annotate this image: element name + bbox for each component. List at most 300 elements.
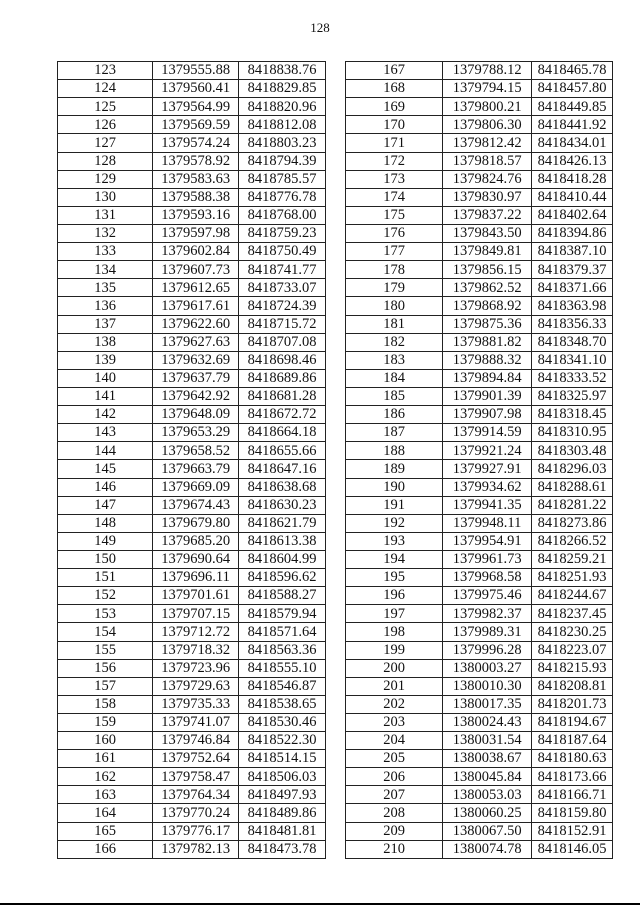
point-number-cell: 206: [346, 768, 443, 786]
x-coordinate-cell: 1380045.84: [443, 768, 532, 786]
table-row: [346, 460, 613, 478]
y-coordinate-cell: 8418230.25: [532, 623, 613, 641]
x-coordinate-cell: 1379770.24: [153, 804, 239, 822]
y-coordinate-cell: 8418621.79: [239, 514, 326, 532]
x-coordinate-cell: 1379806.30: [443, 116, 532, 134]
y-coordinate-cell: 8418208.81: [532, 677, 613, 695]
y-coordinate-cell: 8418387.10: [532, 243, 613, 261]
point-number-cell: 139: [58, 351, 153, 369]
point-number-cell: 172: [346, 152, 443, 170]
x-coordinate-cell: 1379948.11: [443, 514, 532, 532]
y-coordinate-cell: 8418152.91: [532, 822, 613, 840]
x-coordinate-cell: 1379723.96: [153, 659, 239, 677]
point-number-cell: 152: [58, 587, 153, 605]
y-coordinate-cell: 8418481.81: [239, 822, 326, 840]
table-row: [346, 623, 613, 641]
table-row: [346, 62, 613, 80]
table-row: [58, 62, 326, 80]
table-row: [58, 496, 326, 514]
point-number-cell: 175: [346, 206, 443, 224]
y-coordinate-cell: 8418820.96: [239, 98, 326, 116]
table-row: [346, 424, 613, 442]
y-coordinate-cell: 8418698.46: [239, 351, 326, 369]
table-row: [58, 152, 326, 170]
y-coordinate-cell: 8418724.39: [239, 297, 326, 315]
table-row: [58, 532, 326, 550]
table-row: [346, 188, 613, 206]
point-number-cell: 150: [58, 550, 153, 568]
x-coordinate-cell: 1379607.73: [153, 261, 239, 279]
x-coordinate-cell: 1379788.12: [443, 62, 532, 80]
y-coordinate-cell: 8418259.21: [532, 550, 613, 568]
x-coordinate-cell: 1379752.64: [153, 750, 239, 768]
y-coordinate-cell: 8418838.76: [239, 62, 326, 80]
point-number-cell: 201: [346, 677, 443, 695]
y-coordinate-cell: 8418689.86: [239, 369, 326, 387]
table-row: [346, 261, 613, 279]
x-coordinate-cell: 1379574.24: [153, 134, 239, 152]
y-coordinate-cell: 8418173.66: [532, 768, 613, 786]
point-number-cell: 200: [346, 659, 443, 677]
x-coordinate-cell: 1379982.37: [443, 605, 532, 623]
point-number-cell: 177: [346, 243, 443, 261]
y-coordinate-cell: 8418647.16: [239, 460, 326, 478]
page-number: 128: [310, 20, 330, 35]
point-number-cell: 156: [58, 659, 153, 677]
point-number-cell: 173: [346, 170, 443, 188]
point-number-cell: 209: [346, 822, 443, 840]
x-coordinate-cell: 1379975.46: [443, 587, 532, 605]
x-coordinate-cell: 1379564.99: [153, 98, 239, 116]
x-coordinate-cell: 1379996.28: [443, 641, 532, 659]
y-coordinate-cell: 8418418.28: [532, 170, 613, 188]
x-coordinate-cell: 1379812.42: [443, 134, 532, 152]
table-row: [346, 786, 613, 804]
table-row: [346, 116, 613, 134]
table-row: [58, 460, 326, 478]
table-row: [346, 659, 613, 677]
point-number-cell: 124: [58, 80, 153, 98]
x-coordinate-cell: 1379782.13: [153, 840, 239, 858]
y-coordinate-cell: 8418402.64: [532, 206, 613, 224]
table-row: [58, 243, 326, 261]
point-number-cell: 161: [58, 750, 153, 768]
y-coordinate-cell: 8418506.03: [239, 768, 326, 786]
table-row: [58, 514, 326, 532]
x-coordinate-cell: 1379741.07: [153, 713, 239, 731]
point-number-cell: 189: [346, 460, 443, 478]
table-row: [58, 261, 326, 279]
point-number-cell: 148: [58, 514, 153, 532]
point-number-cell: 170: [346, 116, 443, 134]
point-number-cell: 195: [346, 569, 443, 587]
y-coordinate-cell: 8418341.10: [532, 351, 613, 369]
y-coordinate-cell: 8418457.80: [532, 80, 613, 98]
x-coordinate-cell: 1379818.57: [443, 152, 532, 170]
x-coordinate-cell: 1379701.61: [153, 587, 239, 605]
point-number-cell: 210: [346, 840, 443, 858]
coordinates-table-right: [345, 61, 613, 859]
y-coordinate-cell: 8418514.15: [239, 750, 326, 768]
point-number-cell: 162: [58, 768, 153, 786]
table-row: [58, 188, 326, 206]
table-row: [58, 351, 326, 369]
x-coordinate-cell: 1379690.64: [153, 550, 239, 568]
y-coordinate-cell: 8418379.37: [532, 261, 613, 279]
x-coordinate-cell: 1380031.54: [443, 732, 532, 750]
x-coordinate-cell: 1379794.15: [443, 80, 532, 98]
point-number-cell: 181: [346, 315, 443, 333]
point-number-cell: 134: [58, 261, 153, 279]
x-coordinate-cell: 1379758.47: [153, 768, 239, 786]
y-coordinate-cell: 8418363.98: [532, 297, 613, 315]
y-coordinate-cell: 8418741.77: [239, 261, 326, 279]
table-row: [346, 243, 613, 261]
y-coordinate-cell: 8418829.85: [239, 80, 326, 98]
point-number-cell: 190: [346, 478, 443, 496]
table-row: [346, 206, 613, 224]
y-coordinate-cell: 8418187.64: [532, 732, 613, 750]
point-number-cell: 184: [346, 369, 443, 387]
table-row: [346, 822, 613, 840]
table-row: [58, 478, 326, 496]
table-row: [346, 80, 613, 98]
point-number-cell: 140: [58, 369, 153, 387]
y-coordinate-cell: 8418776.78: [239, 188, 326, 206]
table-row: [58, 315, 326, 333]
table-row: [346, 224, 613, 242]
x-coordinate-cell: 1379674.43: [153, 496, 239, 514]
table-row: [58, 804, 326, 822]
x-coordinate-cell: 1379679.80: [153, 514, 239, 532]
x-coordinate-cell: 1380053.03: [443, 786, 532, 804]
x-coordinate-cell: 1379901.39: [443, 387, 532, 405]
y-coordinate-cell: 8418251.93: [532, 569, 613, 587]
x-coordinate-cell: 1380060.25: [443, 804, 532, 822]
point-number-cell: 123: [58, 62, 153, 80]
point-number-cell: 168: [346, 80, 443, 98]
x-coordinate-cell: 1379593.16: [153, 206, 239, 224]
table-row: [58, 623, 326, 641]
x-coordinate-cell: 1379602.84: [153, 243, 239, 261]
table-row: [58, 134, 326, 152]
y-coordinate-cell: 8418434.01: [532, 134, 613, 152]
x-coordinate-cell: 1379669.09: [153, 478, 239, 496]
y-coordinate-cell: 8418194.67: [532, 713, 613, 731]
table-row: [346, 279, 613, 297]
table-row: [58, 333, 326, 351]
y-coordinate-cell: 8418281.22: [532, 496, 613, 514]
point-number-cell: 136: [58, 297, 153, 315]
x-coordinate-cell: 1380038.67: [443, 750, 532, 768]
point-number-cell: 138: [58, 333, 153, 351]
x-coordinate-cell: 1380017.35: [443, 695, 532, 713]
point-number-cell: 169: [346, 98, 443, 116]
y-coordinate-cell: 8418266.52: [532, 532, 613, 550]
point-number-cell: 187: [346, 424, 443, 442]
table-row: [346, 134, 613, 152]
y-coordinate-cell: 8418750.49: [239, 243, 326, 261]
y-coordinate-cell: 8418288.61: [532, 478, 613, 496]
x-coordinate-cell: 1379934.62: [443, 478, 532, 496]
y-coordinate-cell: 8418333.52: [532, 369, 613, 387]
y-coordinate-cell: 8418794.39: [239, 152, 326, 170]
y-coordinate-cell: 8418441.92: [532, 116, 613, 134]
y-coordinate-cell: 8418715.72: [239, 315, 326, 333]
y-coordinate-cell: 8418473.78: [239, 840, 326, 858]
point-number-cell: 197: [346, 605, 443, 623]
y-coordinate-cell: 8418310.95: [532, 424, 613, 442]
table-row: [346, 514, 613, 532]
x-coordinate-cell: 1379989.31: [443, 623, 532, 641]
y-coordinate-cell: 8418555.10: [239, 659, 326, 677]
y-coordinate-cell: 8418538.65: [239, 695, 326, 713]
y-coordinate-cell: 8418638.68: [239, 478, 326, 496]
x-coordinate-cell: 1379612.65: [153, 279, 239, 297]
table-row: [58, 732, 326, 750]
point-number-cell: 128: [58, 152, 153, 170]
x-coordinate-cell: 1379653.29: [153, 424, 239, 442]
point-number-cell: 202: [346, 695, 443, 713]
x-coordinate-cell: 1379968.58: [443, 569, 532, 587]
y-coordinate-cell: 8418410.44: [532, 188, 613, 206]
y-coordinate-cell: 8418201.73: [532, 695, 613, 713]
table-row: [58, 206, 326, 224]
table-row: [58, 840, 326, 858]
table-row: [58, 587, 326, 605]
y-coordinate-cell: 8418325.97: [532, 387, 613, 405]
point-number-cell: 178: [346, 261, 443, 279]
table-row: [58, 387, 326, 405]
y-coordinate-cell: 8418522.30: [239, 732, 326, 750]
point-number-cell: 126: [58, 116, 153, 134]
x-coordinate-cell: 1379746.84: [153, 732, 239, 750]
table-row: [346, 333, 613, 351]
point-number-cell: 204: [346, 732, 443, 750]
y-coordinate-cell: 8418546.87: [239, 677, 326, 695]
table-row: [346, 732, 613, 750]
y-coordinate-cell: 8418672.72: [239, 406, 326, 424]
table-row: [58, 641, 326, 659]
x-coordinate-cell: 1379849.81: [443, 243, 532, 261]
table-row: [346, 387, 613, 405]
y-coordinate-cell: 8418579.94: [239, 605, 326, 623]
x-coordinate-cell: 1379632.69: [153, 351, 239, 369]
point-number-cell: 179: [346, 279, 443, 297]
table-row: [346, 496, 613, 514]
y-coordinate-cell: 8418563.36: [239, 641, 326, 659]
y-coordinate-cell: 8418604.99: [239, 550, 326, 568]
coordinates-table-left: [57, 61, 326, 859]
x-coordinate-cell: 1379569.59: [153, 116, 239, 134]
table-row: [58, 170, 326, 188]
x-coordinate-cell: 1380003.27: [443, 659, 532, 677]
table-row: [346, 750, 613, 768]
x-coordinate-cell: 1379830.97: [443, 188, 532, 206]
table-row: [58, 224, 326, 242]
x-coordinate-cell: 1379941.35: [443, 496, 532, 514]
y-coordinate-cell: 8418497.93: [239, 786, 326, 804]
point-number-cell: 135: [58, 279, 153, 297]
y-coordinate-cell: 8418244.67: [532, 587, 613, 605]
table-row: [346, 351, 613, 369]
table-row: [346, 297, 613, 315]
table-row: [58, 98, 326, 116]
table-row: [346, 315, 613, 333]
table-row: [346, 605, 613, 623]
table-row: [346, 532, 613, 550]
point-number-cell: 160: [58, 732, 153, 750]
y-coordinate-cell: 8418489.86: [239, 804, 326, 822]
point-number-cell: 194: [346, 550, 443, 568]
y-coordinate-cell: 8418215.93: [532, 659, 613, 677]
table-row: [58, 442, 326, 460]
point-number-cell: 171: [346, 134, 443, 152]
point-number-cell: 196: [346, 587, 443, 605]
point-number-cell: 154: [58, 623, 153, 641]
table-row: [58, 786, 326, 804]
table-row: [58, 677, 326, 695]
table-row: [346, 98, 613, 116]
x-coordinate-cell: 1379597.98: [153, 224, 239, 242]
point-number-cell: 174: [346, 188, 443, 206]
table-row: [346, 478, 613, 496]
x-coordinate-cell: 1379658.52: [153, 442, 239, 460]
y-coordinate-cell: 8418273.86: [532, 514, 613, 532]
y-coordinate-cell: 8418223.07: [532, 641, 613, 659]
x-coordinate-cell: 1379685.20: [153, 532, 239, 550]
y-coordinate-cell: 8418166.71: [532, 786, 613, 804]
x-coordinate-cell: 1379907.98: [443, 406, 532, 424]
point-number-cell: 193: [346, 532, 443, 550]
x-coordinate-cell: 1379663.79: [153, 460, 239, 478]
y-coordinate-cell: 8418681.28: [239, 387, 326, 405]
x-coordinate-cell: 1379588.38: [153, 188, 239, 206]
y-coordinate-cell: 8418356.33: [532, 315, 613, 333]
table-row: [346, 768, 613, 786]
table-row: [346, 170, 613, 188]
x-coordinate-cell: 1379914.59: [443, 424, 532, 442]
point-number-cell: 147: [58, 496, 153, 514]
point-number-cell: 166: [58, 840, 153, 858]
x-coordinate-cell: 1379843.50: [443, 224, 532, 242]
point-number-cell: 145: [58, 460, 153, 478]
table-row: [58, 279, 326, 297]
point-number-cell: 192: [346, 514, 443, 532]
y-coordinate-cell: 8418812.08: [239, 116, 326, 134]
y-coordinate-cell: 8418664.18: [239, 424, 326, 442]
x-coordinate-cell: 1379837.22: [443, 206, 532, 224]
table-row: [58, 768, 326, 786]
x-coordinate-cell: 1379642.92: [153, 387, 239, 405]
y-coordinate-cell: 8418630.23: [239, 496, 326, 514]
point-number-cell: 198: [346, 623, 443, 641]
x-coordinate-cell: 1379578.92: [153, 152, 239, 170]
y-coordinate-cell: 8418596.62: [239, 569, 326, 587]
point-number-cell: 157: [58, 677, 153, 695]
point-number-cell: 132: [58, 224, 153, 242]
table-row: [58, 116, 326, 134]
y-coordinate-cell: 8418785.57: [239, 170, 326, 188]
point-number-cell: 164: [58, 804, 153, 822]
table-row: [346, 713, 613, 731]
y-coordinate-cell: 8418180.63: [532, 750, 613, 768]
table-row: [58, 605, 326, 623]
x-coordinate-cell: 1379712.72: [153, 623, 239, 641]
x-coordinate-cell: 1379707.15: [153, 605, 239, 623]
table-row: [346, 152, 613, 170]
x-coordinate-cell: 1379800.21: [443, 98, 532, 116]
table-row: [346, 587, 613, 605]
table-row: [346, 804, 613, 822]
x-coordinate-cell: 1379868.92: [443, 297, 532, 315]
table-row: [58, 659, 326, 677]
y-coordinate-cell: 8418348.70: [532, 333, 613, 351]
point-number-cell: 142: [58, 406, 153, 424]
x-coordinate-cell: 1379555.88: [153, 62, 239, 80]
table-row: [346, 677, 613, 695]
point-number-cell: 153: [58, 605, 153, 623]
point-number-cell: 199: [346, 641, 443, 659]
x-coordinate-cell: 1379875.36: [443, 315, 532, 333]
table-row: [58, 822, 326, 840]
x-coordinate-cell: 1379617.61: [153, 297, 239, 315]
point-number-cell: 186: [346, 406, 443, 424]
point-number-cell: 125: [58, 98, 153, 116]
point-number-cell: 176: [346, 224, 443, 242]
table-row: [346, 569, 613, 587]
y-coordinate-cell: 8418296.03: [532, 460, 613, 478]
y-coordinate-cell: 8418426.13: [532, 152, 613, 170]
x-coordinate-cell: 1379824.76: [443, 170, 532, 188]
table-row: [58, 369, 326, 387]
point-number-cell: 158: [58, 695, 153, 713]
point-number-cell: 144: [58, 442, 153, 460]
point-number-cell: 137: [58, 315, 153, 333]
table-row: [58, 695, 326, 713]
x-coordinate-cell: 1379622.60: [153, 315, 239, 333]
y-coordinate-cell: 8418707.08: [239, 333, 326, 351]
point-number-cell: 182: [346, 333, 443, 351]
point-number-cell: 133: [58, 243, 153, 261]
y-coordinate-cell: 8418146.05: [532, 840, 613, 858]
point-number-cell: 143: [58, 424, 153, 442]
point-number-cell: 203: [346, 713, 443, 731]
point-number-cell: 165: [58, 822, 153, 840]
y-coordinate-cell: 8418759.23: [239, 224, 326, 242]
x-coordinate-cell: 1380067.50: [443, 822, 532, 840]
point-number-cell: 127: [58, 134, 153, 152]
y-coordinate-cell: 8418733.07: [239, 279, 326, 297]
point-number-cell: 185: [346, 387, 443, 405]
point-number-cell: 149: [58, 532, 153, 550]
point-number-cell: 183: [346, 351, 443, 369]
y-coordinate-cell: 8418613.38: [239, 532, 326, 550]
x-coordinate-cell: 1380074.78: [443, 840, 532, 858]
point-number-cell: 159: [58, 713, 153, 731]
y-coordinate-cell: 8418237.45: [532, 605, 613, 623]
y-coordinate-cell: 8418371.66: [532, 279, 613, 297]
x-coordinate-cell: 1379648.09: [153, 406, 239, 424]
y-coordinate-cell: 8418159.80: [532, 804, 613, 822]
table-row: [346, 369, 613, 387]
y-coordinate-cell: 8418465.78: [532, 62, 613, 80]
y-coordinate-cell: 8418530.46: [239, 713, 326, 731]
table-row: [58, 297, 326, 315]
x-coordinate-cell: 1379888.32: [443, 351, 532, 369]
point-number-cell: 180: [346, 297, 443, 315]
point-number-cell: 141: [58, 387, 153, 405]
